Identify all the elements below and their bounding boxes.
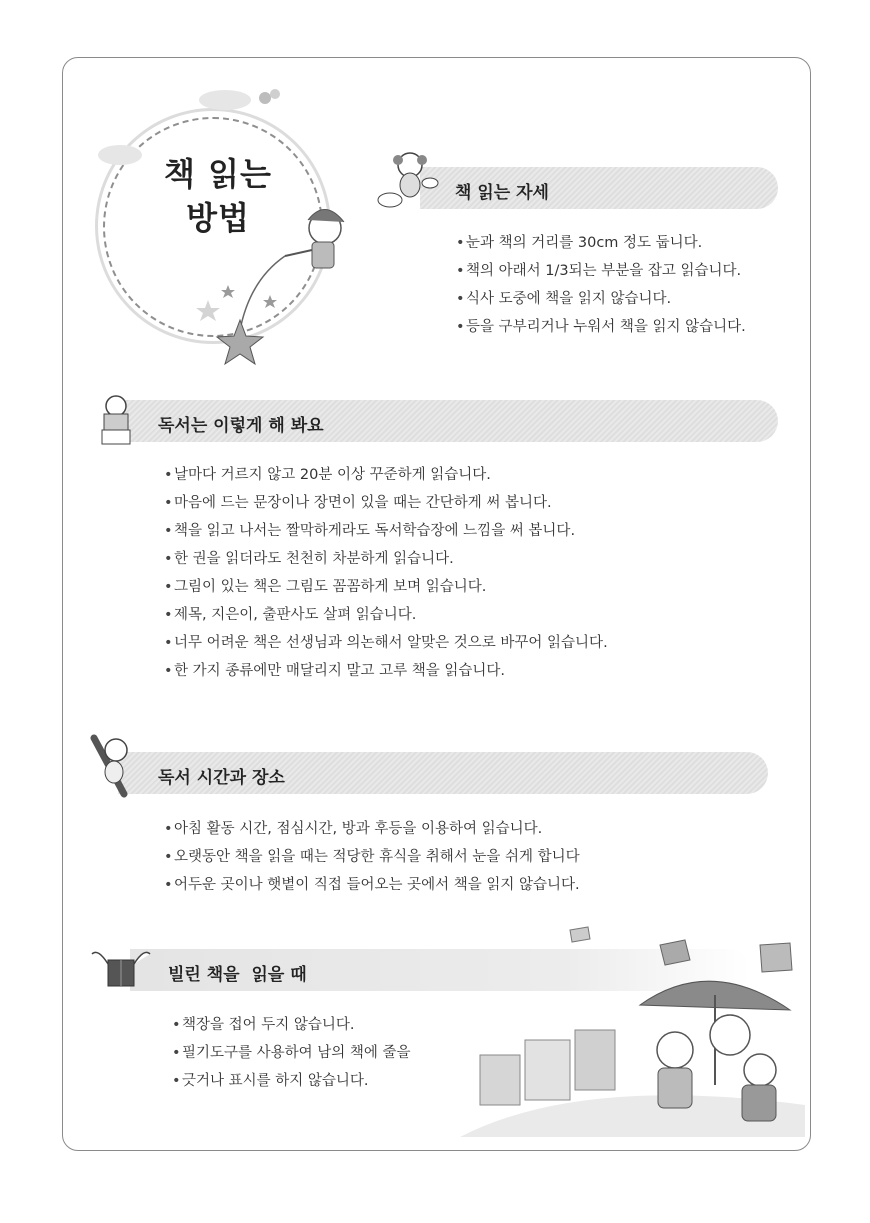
- section-title-posture: 책 읽는 자세: [455, 183, 549, 203]
- posture-list: [456, 229, 746, 341]
- list-item: • 날마다 거르지 않고 20분 이상 꾸준하게 읽습니다.: [164, 461, 608, 489]
- list-item: • 너무 어려운 책은 선생님과 의논해서 알맞은 것으로 바꾸어 읽습니다.: [164, 629, 608, 657]
- page-title-line2: 방법: [186, 199, 250, 237]
- reading-character-icon: [96, 392, 136, 447]
- list-item: • 등을 구부리거나 누워서 책을 읽지 않습니다.: [456, 313, 746, 341]
- list-item-continuation: • 긋거나 표시를 하지 않습니다.: [172, 1067, 411, 1095]
- list-item: • 제목, 지은이, 출판사도 살펴 읽습니다.: [164, 601, 608, 629]
- list-item: • 한 가지 종류에만 매달리지 말고 고루 책을 읽습니다.: [164, 657, 608, 685]
- list-item: • 식사 도중에 책을 읽지 않습니다.: [456, 285, 746, 313]
- hands-holding-book-icon: [88, 944, 154, 994]
- list-item: • 아침 활동 시간, 점심시간, 방과 후등을 이용하여 읽습니다.: [164, 815, 580, 843]
- list-item: • 그림이 있는 책은 그림도 꼼꼼하게 보며 읽습니다.: [164, 573, 608, 601]
- list-item: • 눈과 책의 거리를 30cm 정도 둡니다.: [456, 229, 746, 257]
- list-item: • 필기도구를 사용하여 남의 책에 줄을: [172, 1039, 411, 1067]
- section-title-borrowed: 빌린 책을 읽을 때: [168, 965, 307, 985]
- list-item: • 한 권을 읽더라도 천천히 차분하게 읽습니다.: [164, 545, 608, 573]
- list-item: • 책을 읽고 나서는 짤막하게라도 독서학습장에 느낌을 써 봅니다.: [164, 517, 608, 545]
- girl-with-star-icon: [80, 80, 360, 380]
- section-title-time-place: 독서 시간과 장소: [158, 768, 285, 788]
- howto-list: [164, 461, 608, 685]
- monkey-icon: [375, 145, 445, 215]
- pencil-character-icon: [86, 732, 136, 800]
- page-title-line1: 책 읽는: [164, 155, 272, 193]
- section-title-howto: 독서는 이렇게 해 봐요: [158, 416, 324, 436]
- list-item: • 마음에 드는 문장이나 장면이 있을 때는 간단하게 써 봅니다.: [164, 489, 608, 517]
- time-place-list: [164, 815, 580, 899]
- list-item: • 오랫동안 책을 읽을 때는 적당한 휴식을 취해서 눈을 쉬게 합니다: [164, 843, 580, 871]
- family-with-umbrella-icon: [460, 925, 805, 1140]
- list-item: • 책장을 접어 두지 않습니다.: [172, 1011, 411, 1039]
- list-item: • 책의 아래서 1/3되는 부분을 잡고 읽습니다.: [456, 257, 746, 285]
- list-item: • 어두운 곳이나 햇볕이 직접 들어오는 곳에서 책을 읽지 않습니다.: [164, 871, 580, 899]
- borrowed-list: [172, 1011, 411, 1095]
